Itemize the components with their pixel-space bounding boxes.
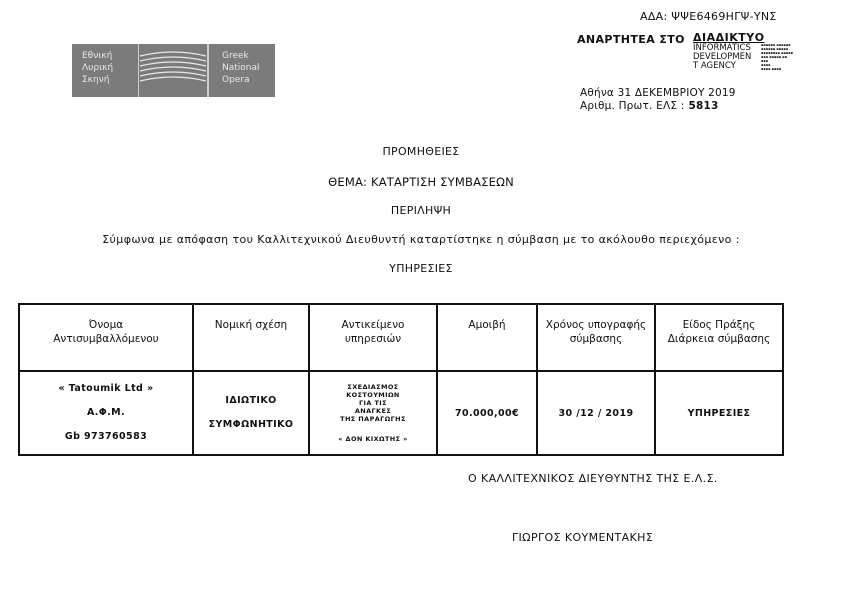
agency-fine-print: ▪▪▪▪▪▪ ▪▪▪▪▪▪ ▪▪▪▪▪▪ ▪▪▪▪▪ ▪▪▪▪▪▪▪▪ ▪▪▪▪▪ ▪▪▪ ▪▪▪▪▪ ▪▪ ▪▪▪ ▪▪▪▪ ▪▪▪▪ ▪▪▪▪ <box>761 43 793 71</box>
fee-cell: 70.000,00€ <box>437 371 537 455</box>
logo-greek-text: Εθνική Λυρική Σκηνή <box>82 51 114 85</box>
afm-label: Α.Φ.Μ. <box>86 407 126 418</box>
table-row <box>19 371 783 455</box>
ada-code: ΑΔΑ: ΨΨΕ6469ΗΓΨ-ΥΝΣ <box>640 10 777 23</box>
contractor-name: « Tatoumik Ltd » <box>58 383 154 394</box>
posting-notice: ΑΝΑΡΤΗΤΕΑ ΣΤΟ <box>577 33 685 46</box>
section-heading: ΠΡΟΜΗΘΕΙΕΣ <box>382 145 460 158</box>
opera-logo <box>72 44 275 97</box>
document-date: Αθήνα 31 ΔΕΚΕΜΒΡΙΟΥ 2019 <box>580 87 736 99</box>
agency-stamp <box>693 31 793 71</box>
agency-line: DEVELOPMEN <box>693 52 752 62</box>
protocol-number: Αριθμ. Πρωτ. ΕΛΣ : 5813 <box>580 100 719 112</box>
col-act-type: Είδος Πράξης Διάρκεια σύμβασης <box>655 304 783 371</box>
logo-mark-icon <box>138 44 218 97</box>
category-heading: ΥΠΗΡΕΣΙΕΣ <box>389 262 453 275</box>
agency-line: INFORMATICS <box>693 43 751 53</box>
legal-relation-cell: ΙΔΙΩΤΙΚΟ ΣΥΜΦΩΝΗΤΙΚΟ <box>193 371 309 455</box>
col-legal-relation: Νομική σχέση <box>193 304 309 371</box>
agency-line: T AGENCY <box>693 61 736 71</box>
agency-title: ΔΙΑΔΙΚΤΥΟ <box>693 31 765 44</box>
object-cell: ΣΧΕΔΙΑΣΜΟΣ ΚΟΣΤΟΥΜΙΩΝ ΓΙΑ ΤΙΣ ΑΝΑΓΚΕΣ ΤΗΣ ΠΑΡΑΓΩΓΗΣ « ΔΟΝ ΚΙΧΩΤΗΣ » <box>309 371 437 455</box>
summary-heading: ΠΕΡΙΛΗΨΗ <box>390 204 452 217</box>
act-type-cell: ΥΠΗΡΕΣΙΕΣ <box>655 371 783 455</box>
col-contractor: Όνομα Αντισυμβαλλόμενου <box>19 304 193 371</box>
table-header-row <box>19 304 783 371</box>
afm-value: Gb 973760583 <box>64 431 148 442</box>
signatory-name: ΓΙΩΡΓΟΣ ΚΟΥΜΕΝΤΑΚΗΣ <box>512 531 654 544</box>
intro-text: Σύμφωνα με απόφαση του Καλλιτεχνικού Διευθυντή καταρτίστηκε η σύμβαση με το ακόλουθο περιεχόμενο : <box>102 233 740 246</box>
col-object: Αντικείμενο υπηρεσιών <box>309 304 437 371</box>
col-fee: Αμοιβή <box>437 304 537 371</box>
subject-heading: ΘΕΜΑ: ΚΑΤΑΡΤΙΣΗ ΣΥΜΒΑΣΕΩΝ <box>328 175 514 189</box>
contractor-cell <box>19 371 193 455</box>
signatory-title: Ο ΚΑΛΛΙΤΕΧΝΙΚΟΣ ΔΙΕΥΘΥΝΤΗΣ ΤΗΣ Ε.Λ.Σ. <box>468 472 718 485</box>
contract-table <box>18 303 784 456</box>
col-signing-date: Χρόνος υπογραφής σύμβασης <box>537 304 655 371</box>
logo-english-text: Greek National Opera <box>222 51 260 85</box>
signing-date-cell: 30 /12 / 2019 <box>537 371 655 455</box>
